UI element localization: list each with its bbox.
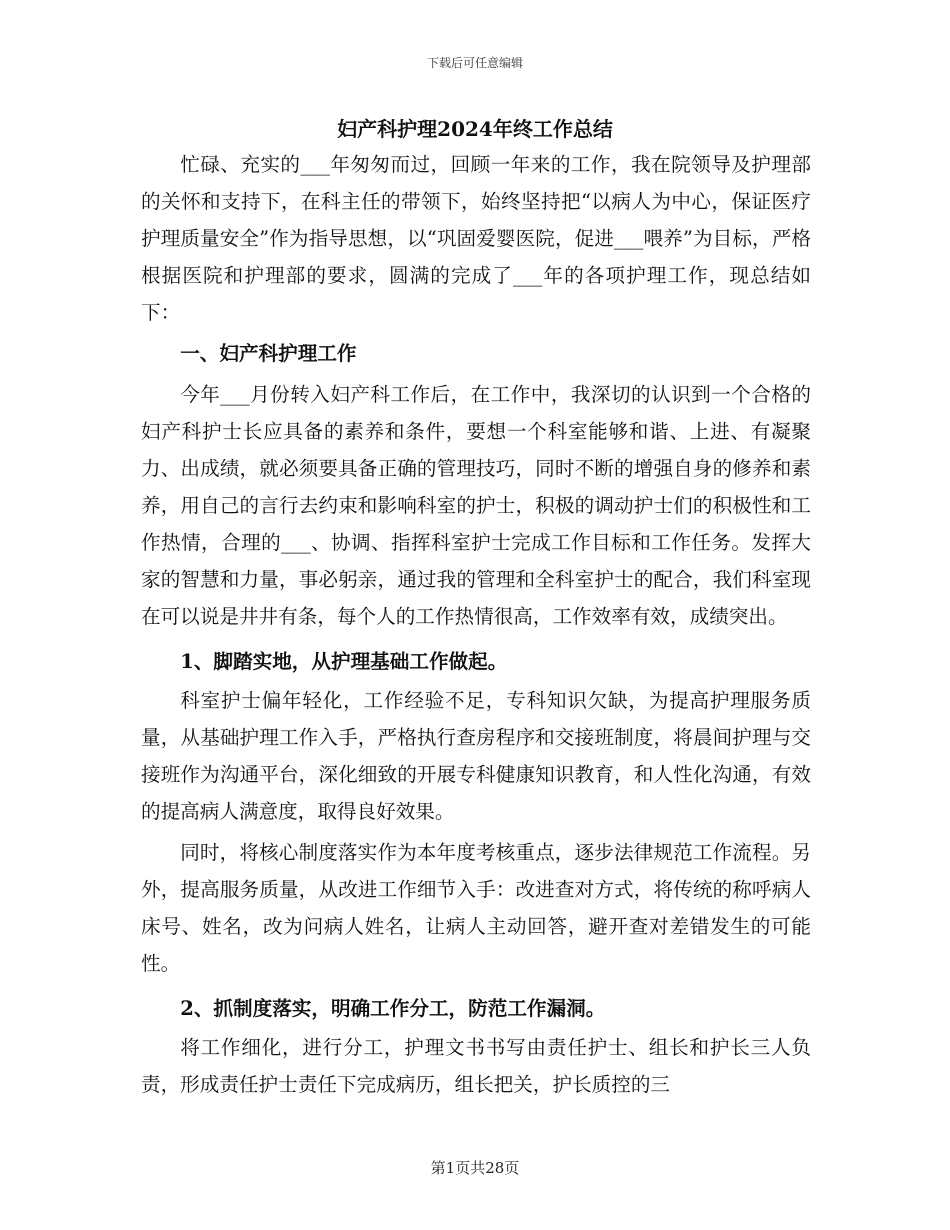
page-header-note: 下载后可任意编辑: [426, 56, 523, 70]
intro-paragraph: 忙碌、充实的___年匆匆而过，回顾一年来的工作，我在院领导及护理部的关怀和支持下，在科主任的带领下，始终坚持把“以病人为中心，保证医疗护理质量安全”作为指导思想，以“巩固爱婴医院，促进___喂养”为目标，严格根据医院和护理部的要求，圆满的完成了___年的各项护理工作，现总结如下：: [141, 153, 811, 324]
subsection-heading: 2、抓制度落实，明确工作分工，防范工作漏洞。: [180, 997, 606, 1020]
subsection-paragraph: 科室护士偏年轻化，工作经验不足，专科知识欠缺，为提高护理服务质量，从基础护理工作入手，严格执行查房程序和交接班制度，将晨间护理与交接班作为沟通平台，深化细致的开展专科健康知识教育，和人性化沟通，有效的提高病人满意度，取得良好效果。: [141, 689, 811, 823]
section-heading: 一、妇产科护理工作: [180, 342, 357, 365]
page-number-footer: 第1页共28页: [430, 1159, 520, 1177]
document-body: [141, 146, 811, 1103]
section-paragraph: 今年___月份转入妇产科工作后，在工作中，我深切的认识到一个合格的妇产科护士长应具备的素养和条件，要想一个科室能够和谐、上进、有凝聚力、出成绩，就必须要具备正确的管理技巧，同时不断的增强自身的修养和素养，用自己的言行去约束和影响科室的护士，积极的调动护士们的积极性和工作热情，合理的___、协调、指挥科室护士完成工作目标和工作任务。发挥大家的智慧和力量，事必躬亲，通过我的管理和全科室护士的配合，我们科室现在可以说是井井有条，每个人的工作热情很高，工作效率有效，成绩突出。: [141, 383, 811, 628]
subsection-paragraph: 同时，将核心制度落实作为本年度考核重点，逐步法律规范工作流程。另外，提高服务质量，从改进工作细节入手：改进查对方式，将传统的称呼病人床号、姓名，改为问病人姓名，让病人主动回答，避开查对差错发生的可能性。: [141, 841, 811, 975]
document-title: 妇产科护理2024年终工作总结: [337, 117, 613, 141]
subsection-heading: 1、脚踏实地，从护理基础工作做起。: [180, 650, 508, 673]
subsection-paragraph: 将工作细化，进行分工，护理文书书写由责任护士、组长和护长三人负责，形成责任护士责任下完成病历，组长把关，护长质控的三: [141, 1036, 811, 1096]
